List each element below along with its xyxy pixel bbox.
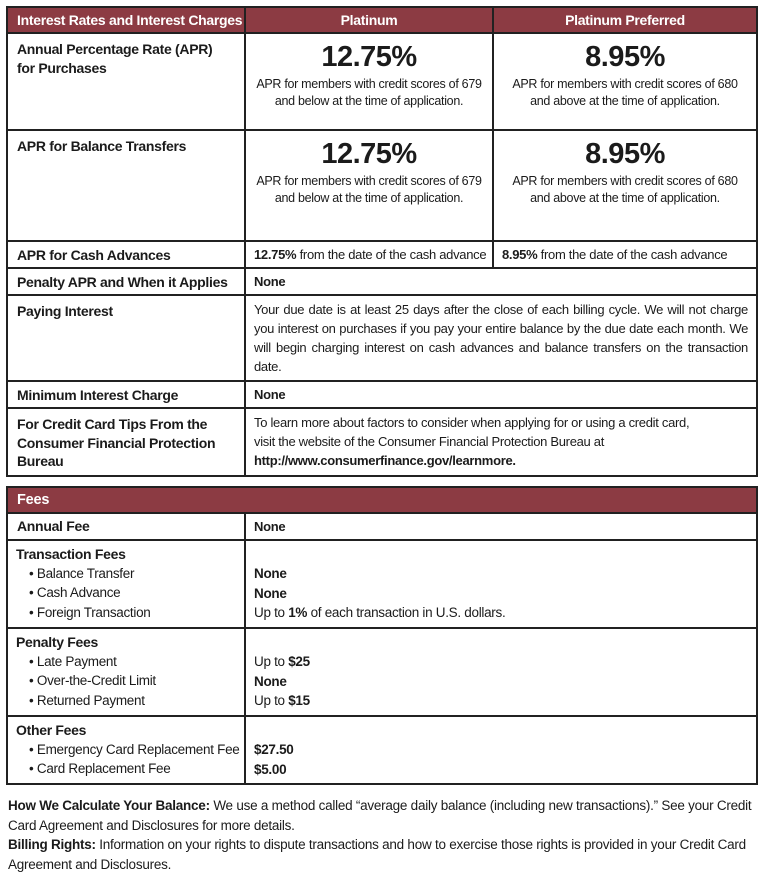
spacer-line [254, 721, 748, 741]
fee-item-value [254, 564, 748, 584]
value-text: Up to [254, 654, 289, 669]
cfpb-tips-row [7, 408, 757, 476]
platinum-cash-rate: 12.75% [254, 247, 297, 262]
label-line: Paying Interest [17, 303, 113, 319]
minimum-interest-charge-row [7, 381, 757, 408]
fee-item-label: • Emergency Card Replacement Fee [16, 740, 236, 760]
penalty-apr-label [7, 268, 245, 295]
interest-table-header-row [7, 7, 757, 33]
minimum-interest-charge-label [7, 381, 245, 408]
value-line: visit the website of the Consumer Financial Protection Bureau at [254, 434, 605, 449]
fee-item-value [254, 652, 748, 672]
apr-purchases-preferred-cell [493, 33, 757, 130]
fee-item-label: • Returned Payment [16, 691, 236, 711]
preferred-cash-rest: from the date of the cash advance [537, 247, 728, 262]
penalty-apr-row [7, 268, 757, 295]
value-bold: $15 [288, 693, 310, 708]
fee-group-heading: Transaction Fees [16, 545, 126, 562]
how-we-calculate-paragraph [8, 796, 756, 835]
apr-balance-platinum-cell [245, 130, 493, 241]
desc-line: APR for members with credit scores of 679 [256, 77, 482, 91]
preferred-purchase-rate: 8.95% [585, 41, 665, 73]
fee-item-value [254, 740, 748, 760]
fee-item-value [254, 584, 748, 604]
paying-interest-row [7, 295, 757, 381]
apr-cash-advances-label [7, 241, 245, 268]
preferred-balance-rate: 8.95% [585, 138, 665, 170]
value-text: None [254, 274, 286, 289]
paying-interest-text: Your due date is at least 25 days after the close of each billing cycle. We will not charge you interest on purchases if you pay your entire balance by the due date each month. We will begin charging interest on cash advances and balance transfers on the transaction date. [254, 302, 748, 374]
value-bold: $25 [288, 654, 310, 669]
desc-line: and below at the time of application. [274, 94, 464, 108]
fees-header-row [7, 487, 757, 513]
how-we-calculate-title: How We Calculate Your Balance: [8, 798, 210, 813]
preferred-cash-rate: 8.95% [502, 247, 538, 262]
apr-cash-platinum-cell [245, 241, 493, 268]
value-bold: 1% [288, 605, 308, 620]
penalty-fees-labels [7, 628, 245, 716]
fee-item-value [254, 672, 748, 692]
value-bold: None [254, 673, 287, 689]
apr-cash-preferred-cell [493, 241, 757, 268]
fee-group-heading: Other Fees [16, 721, 87, 738]
annual-fee-value [245, 513, 757, 540]
value-bold: $27.50 [254, 742, 294, 757]
desc-line: APR for members with credit scores of 680 [512, 174, 738, 188]
desc-line: and above at the time of application. [530, 191, 720, 205]
value-bold: None [254, 566, 287, 581]
fee-item-label: • Balance Transfer [16, 564, 236, 584]
label-line: Bureau [17, 453, 64, 469]
platinum-purchase-rate-desc [254, 76, 484, 110]
platinum-column-header: Platinum [245, 7, 493, 33]
cfpb-tips-value [245, 408, 757, 476]
annual-fee-row [7, 513, 757, 540]
annual-fee-label [7, 513, 245, 540]
transaction-fees-row [7, 540, 757, 628]
desc-line: APR for members with credit scores of 680 [512, 77, 738, 91]
fee-item-label: • Card Replacement Fee [16, 759, 236, 779]
billing-rights-title: Billing Rights: [8, 837, 96, 852]
desc-line: and below at the time of application. [274, 191, 464, 205]
penalty-fees-values [245, 628, 757, 716]
label-line: Penalty APR and When it Applies [17, 273, 228, 290]
platinum-cash-rest: from the date of the cash advance [296, 247, 487, 262]
platinum-balance-rate-desc [254, 173, 484, 207]
value-text: None [254, 387, 286, 402]
fee-item-label: • Late Payment [16, 652, 236, 672]
paying-interest-value [245, 295, 757, 381]
other-fees-labels [7, 716, 245, 785]
transaction-fees-labels [7, 540, 245, 628]
label-line: Annual Fee [17, 518, 90, 534]
label-line: Consumer Financial Protection [17, 434, 216, 451]
platinum-balance-rate: 12.75% [321, 138, 417, 170]
how-we-calculate-text: We use a method called “average daily balance (including new transactions).” See your Credit Card Agreement and Disclosures for more details. [8, 798, 752, 833]
label-line: Minimum Interest Charge [17, 386, 179, 403]
desc-line: and above at the time of application. [530, 94, 720, 108]
penalty-apr-value [245, 268, 757, 295]
apr-cash-advances-row [7, 241, 757, 268]
value-text: None [254, 518, 286, 534]
fee-item-value [254, 760, 748, 780]
other-fees-row [7, 716, 757, 785]
cfpb-url-text: http://www.consumerfinance.gov/learnmore. [254, 453, 516, 468]
fees-header: Fees [7, 487, 757, 513]
interest-rates-table [6, 6, 758, 477]
value-bold: None [254, 585, 287, 601]
cfpb-tips-label [7, 408, 245, 476]
penalty-fees-row [7, 628, 757, 716]
apr-purchases-row [7, 33, 757, 130]
value-bold: $5.00 [254, 761, 287, 777]
paying-interest-label [7, 295, 245, 381]
other-fees-values [245, 716, 757, 785]
minimum-interest-charge-value [245, 381, 757, 408]
apr-balance-transfers-label [7, 130, 245, 241]
billing-rights-paragraph [8, 835, 756, 874]
label-line: For Credit Card Tips From the [17, 416, 208, 432]
label-line: Annual Percentage Rate (APR) [17, 41, 213, 57]
preferred-purchase-rate-desc [502, 76, 748, 110]
billing-rights-text: Information on your rights to dispute transactions and how to exercise those rights is provided in your Credit Card Agreement and Disclosures. [8, 837, 746, 872]
label-line: APR for Balance Transfers [17, 138, 187, 154]
transaction-fees-values [245, 540, 757, 628]
table-gap [6, 477, 758, 486]
apr-purchases-label [7, 33, 245, 130]
fees-table [6, 486, 758, 786]
fee-item-label: • Foreign Transaction [16, 603, 236, 623]
apr-purchases-platinum-cell [245, 33, 493, 130]
fee-item-value [254, 691, 748, 711]
preferred-balance-rate-desc [502, 173, 748, 207]
fee-group-heading: Penalty Fees [16, 633, 98, 650]
interest-charges-header: Interest Rates and Interest Charges [7, 7, 245, 33]
fee-item-label: • Cash Advance [16, 583, 236, 603]
platinum-preferred-column-header: Platinum Preferred [493, 7, 757, 33]
fee-item-label: • Over-the-Credit Limit [16, 671, 236, 691]
value-line: To learn more about factors to consider when applying for or using a credit card, [254, 415, 690, 430]
spacer-line [254, 545, 748, 565]
spacer-line [254, 633, 748, 653]
value-text: of each transaction in U.S. dollars. [307, 605, 506, 620]
footer-notes [6, 796, 758, 874]
desc-line: APR for members with credit scores of 679 [256, 174, 482, 188]
fee-item-value [254, 603, 748, 623]
apr-balance-preferred-cell [493, 130, 757, 241]
value-text: Up to [254, 693, 289, 708]
apr-balance-transfers-row [7, 130, 757, 241]
platinum-purchase-rate: 12.75% [321, 41, 417, 73]
label-line: for Purchases [17, 59, 107, 76]
value-text: Up to [254, 605, 289, 620]
label-line: APR for Cash Advances [17, 246, 171, 263]
